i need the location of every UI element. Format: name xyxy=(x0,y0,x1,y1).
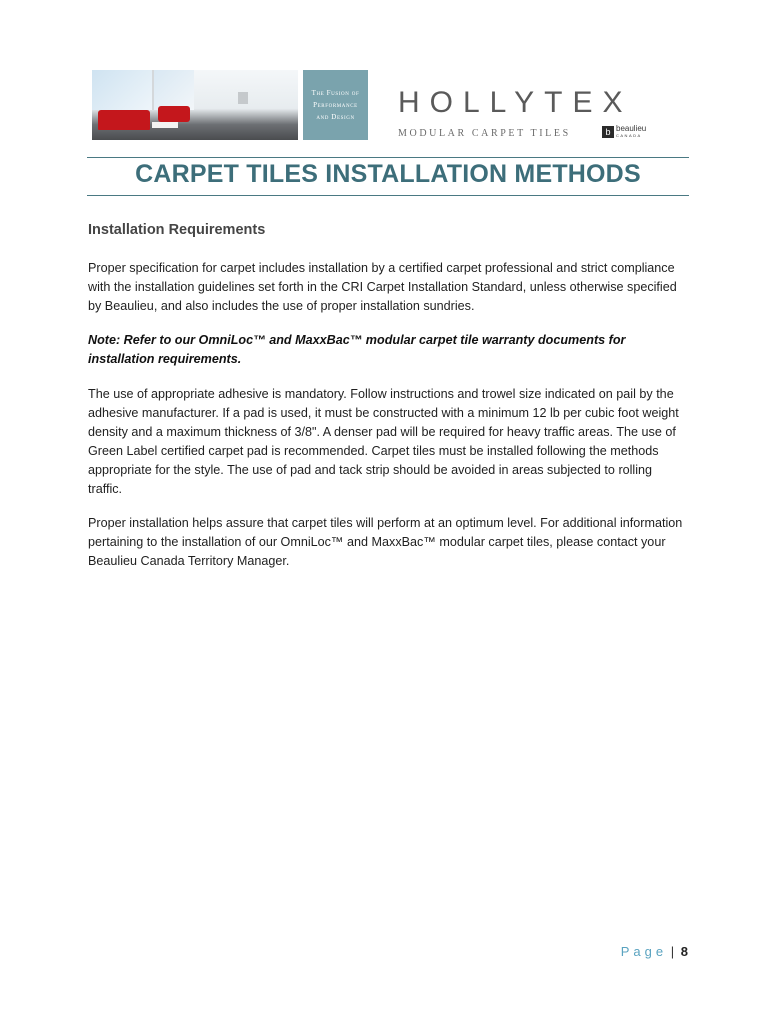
brand-subtitle: MODULAR CARPET TILES xyxy=(398,128,571,139)
room-window xyxy=(92,70,154,110)
room-screen xyxy=(238,92,248,104)
brand-name: HOLLYTEX xyxy=(398,86,633,119)
warranty-note: Note: Refer to our OmniLoc™ and MaxxBac™ modular carpet tile warranty documents for installation requirements. xyxy=(88,333,626,366)
tagline-line: Performance xyxy=(313,101,358,109)
header-tagline xyxy=(303,70,368,140)
page-label: Page xyxy=(620,944,668,959)
room-sofa xyxy=(98,110,150,130)
tagline-line: and Design xyxy=(316,113,355,121)
beaulieu-logo-icon: b xyxy=(602,126,614,138)
tagline-line: The Fusion of xyxy=(311,89,360,97)
document-title: CARPET TILES INSTALLATION METHODS xyxy=(135,160,641,188)
document-header xyxy=(90,68,690,142)
beaulieu-logo xyxy=(602,125,646,139)
section-heading: Installation Requirements xyxy=(88,222,266,238)
paragraph-contact: Proper installation helps assure that carpet tiles will perform at an optimum level. For additional information pertaining to the installation of our OmniLoc™ and MaxxBac™ modular carpet tiles, please contact your Beaulieu Canada Territory Manager. xyxy=(88,516,683,568)
paragraph-specification: Proper specification for carpet includes installation by a certified carpet professional and strict compliance with the installation guidelines set forth in the CRI Carpet Installation Standard, unless otherwise specified by Beaulieu, and also includes the use of proper installation sundries. xyxy=(88,261,677,313)
title-rule-bottom xyxy=(87,195,689,196)
header-room-photo xyxy=(92,70,298,140)
room-window xyxy=(154,70,194,110)
room-table xyxy=(152,122,178,128)
logo-name: beaulieu xyxy=(616,124,647,133)
logo-country: CANADA xyxy=(616,133,642,138)
page-separator: | xyxy=(670,944,675,959)
title-rule-top xyxy=(87,157,689,158)
page-number: 8 xyxy=(680,944,688,959)
page-footer xyxy=(560,944,688,959)
room-chair xyxy=(158,106,190,122)
paragraph-adhesive: The use of appropriate adhesive is mandatory. Follow instructions and trowel size indicated on pail by the adhesive manufacturer. If a pad is used, it must be constructed with a minimum 12 lb per cubic foot weight density and a maximum thickness of 3/8". A denser pad will be required for heavy traffic areas. The use of Green Label certified carpet pad is recommended. Carpet tiles must be installed following the methods appropriate for the style. The use of pad and tack strip should be avoided in areas subjected to rolling traffic. xyxy=(88,387,679,496)
